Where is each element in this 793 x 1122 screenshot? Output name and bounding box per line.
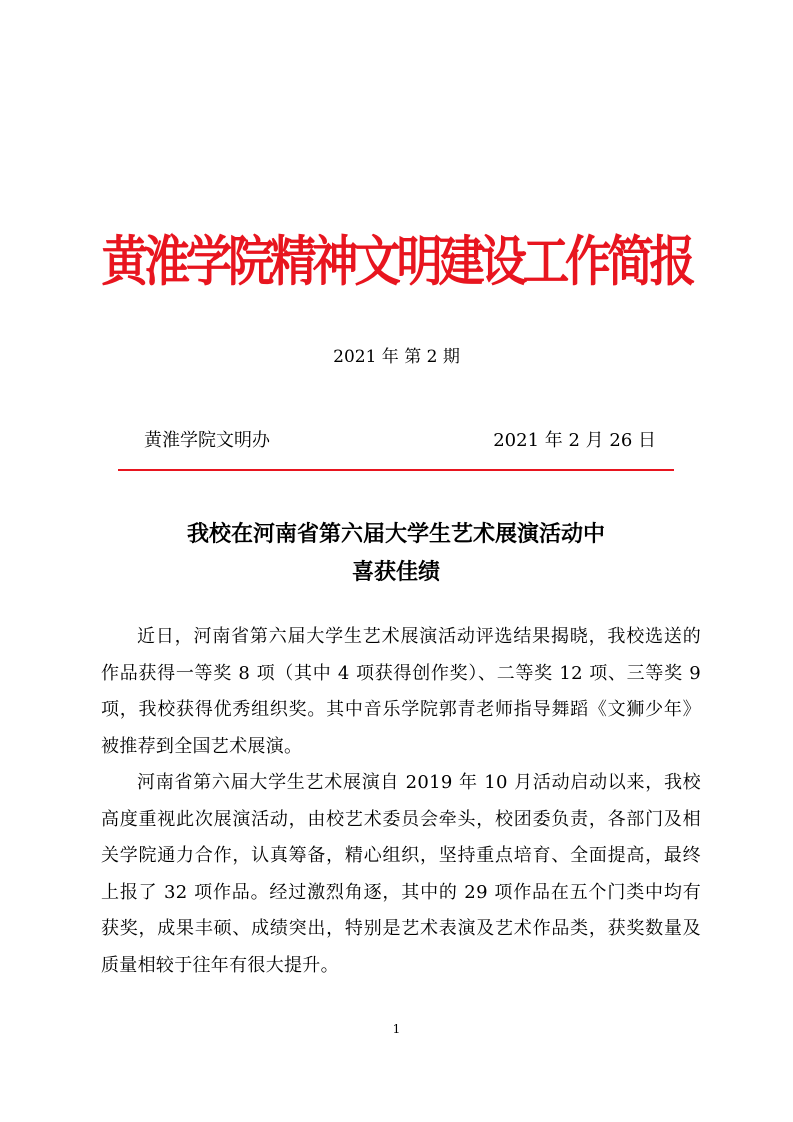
red-divider [118, 469, 674, 471]
issue-date: 2021 年 2 月 26 日 [493, 430, 656, 451]
article-title-line-2: 喜获佳绩 [351, 560, 440, 585]
paragraph: 河南省第六届大学生艺术展演自 2019 年 10 月活动启动以来，我校高度重视此次展演活动，由校艺术委员会牵头，校团委负责，各部门及相关学院通力合作，认真筹备，精心组织，坚持重点培育、全面提高，最终上报了 32 项作品。经过激烈角逐，其中的 29 项作品在五个门类中均有获奖，成果丰硕、成绩突出，特别是艺术表演及艺术作品类，获奖数量及质量相较于往年有很大提升。 [101, 772, 701, 976]
issuer-row [144, 426, 656, 456]
article-body [101, 619, 701, 984]
article-title [118, 516, 674, 592]
page-number: 1 [392, 1022, 401, 1036]
paragraph: 近日，河南省第六届大学生艺术展演活动评选结果揭晓，我校选送的作品获得一等奖 8 项（其中 4 项获得创作奖）、二等奖 12 项、三等奖 9 项，我校获得优秀组织奖。其中音乐学院郭青老师指导舞蹈《文狮少年》被推荐到全国艺术展演。 [101, 626, 701, 757]
issuer-name: 黄淮学院文明办 [144, 430, 270, 451]
masthead-title: 黄淮学院精神文明建设工作简报 [101, 230, 692, 293]
article-title-line-1: 我校在河南省第六届大学生艺术展演活动中 [186, 522, 605, 547]
issue-number: 2021 年 第 2 期 [333, 347, 460, 367]
